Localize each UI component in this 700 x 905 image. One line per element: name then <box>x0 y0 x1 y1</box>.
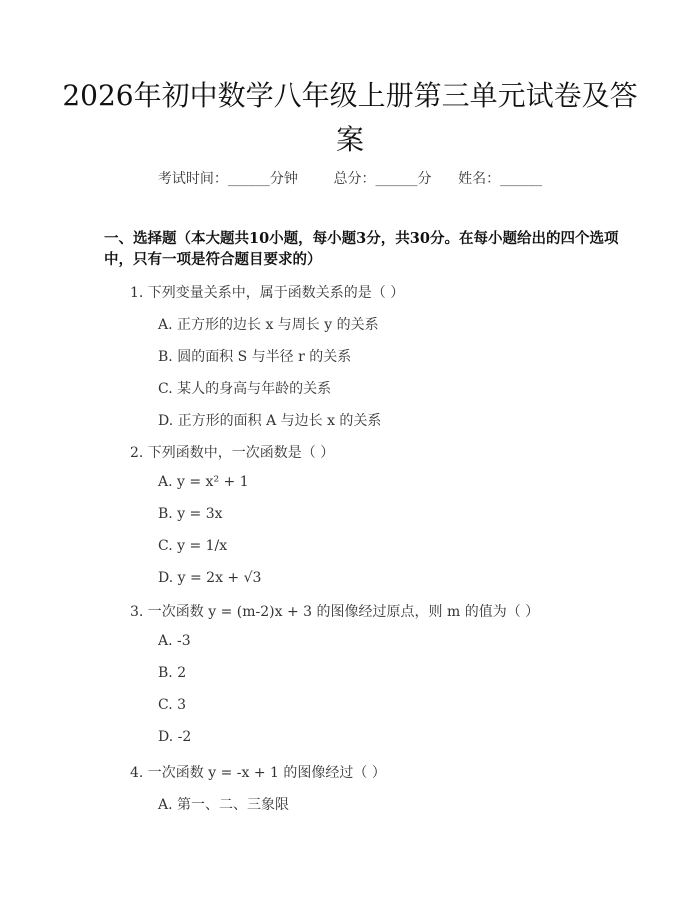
name-blank: ______ <box>500 171 543 187</box>
question-4: 4. 一次函数 y = -x + 1 的图像经过（ ） <box>130 765 386 781</box>
section-heading: 一、选择题（本大题共10小题，每小题3分，共30分。在每小题给出的四个选项中，只有一项是符合题目要求的） <box>104 230 619 268</box>
page-title: 2026年初中数学八年级上册第三单元试卷及答案 <box>62 79 638 156</box>
question-2-option-a: A. y = x² + 1 <box>158 474 249 490</box>
question-3-option-a: A. -3 <box>158 633 191 649</box>
question-3: 3. 一次函数 y = (m-2)x + 3 的图像经过原点，则 m 的值为（ ） <box>130 604 540 620</box>
time-blank: ______ <box>227 171 270 187</box>
score-unit: 分 <box>417 171 432 187</box>
question-3-option-b: B. 2 <box>158 665 187 681</box>
question-1-option-b: B. 圆的面积 S 与半径 r 的关系 <box>158 349 352 365</box>
question-2-option-c: C. y = 1/x <box>158 538 228 554</box>
time-unit: 分钟 <box>269 171 298 187</box>
question-1-option-c: C. 某人的身高与年龄的关系 <box>158 381 332 397</box>
exam-info-line <box>0 168 700 188</box>
name-label: 姓名： <box>458 171 501 187</box>
question-3-option-c: C. 3 <box>158 697 187 713</box>
question-4-option-a: A. 第一、二、三象限 <box>158 797 290 813</box>
question-2-option-b: B. y = 3x <box>158 506 223 522</box>
question-1-option-a: A. 正方形的边长 x 与周长 y 的关系 <box>158 317 379 333</box>
time-label: 考试时间： <box>157 171 228 187</box>
question-1: 1. 下列变量关系中，属于函数关系的是（ ） <box>130 285 405 301</box>
question-1-option-d: D. 正方形的面积 A 与边长 x 的关系 <box>158 413 382 429</box>
question-3-option-d: D. -2 <box>158 729 192 745</box>
score-blank: ______ <box>375 171 418 187</box>
score-label: 总分： <box>333 171 376 187</box>
question-2: 2. 下列函数中，一次函数是（ ） <box>130 445 335 461</box>
question-2-option-d: D. y = 2x + √3 <box>158 570 262 586</box>
